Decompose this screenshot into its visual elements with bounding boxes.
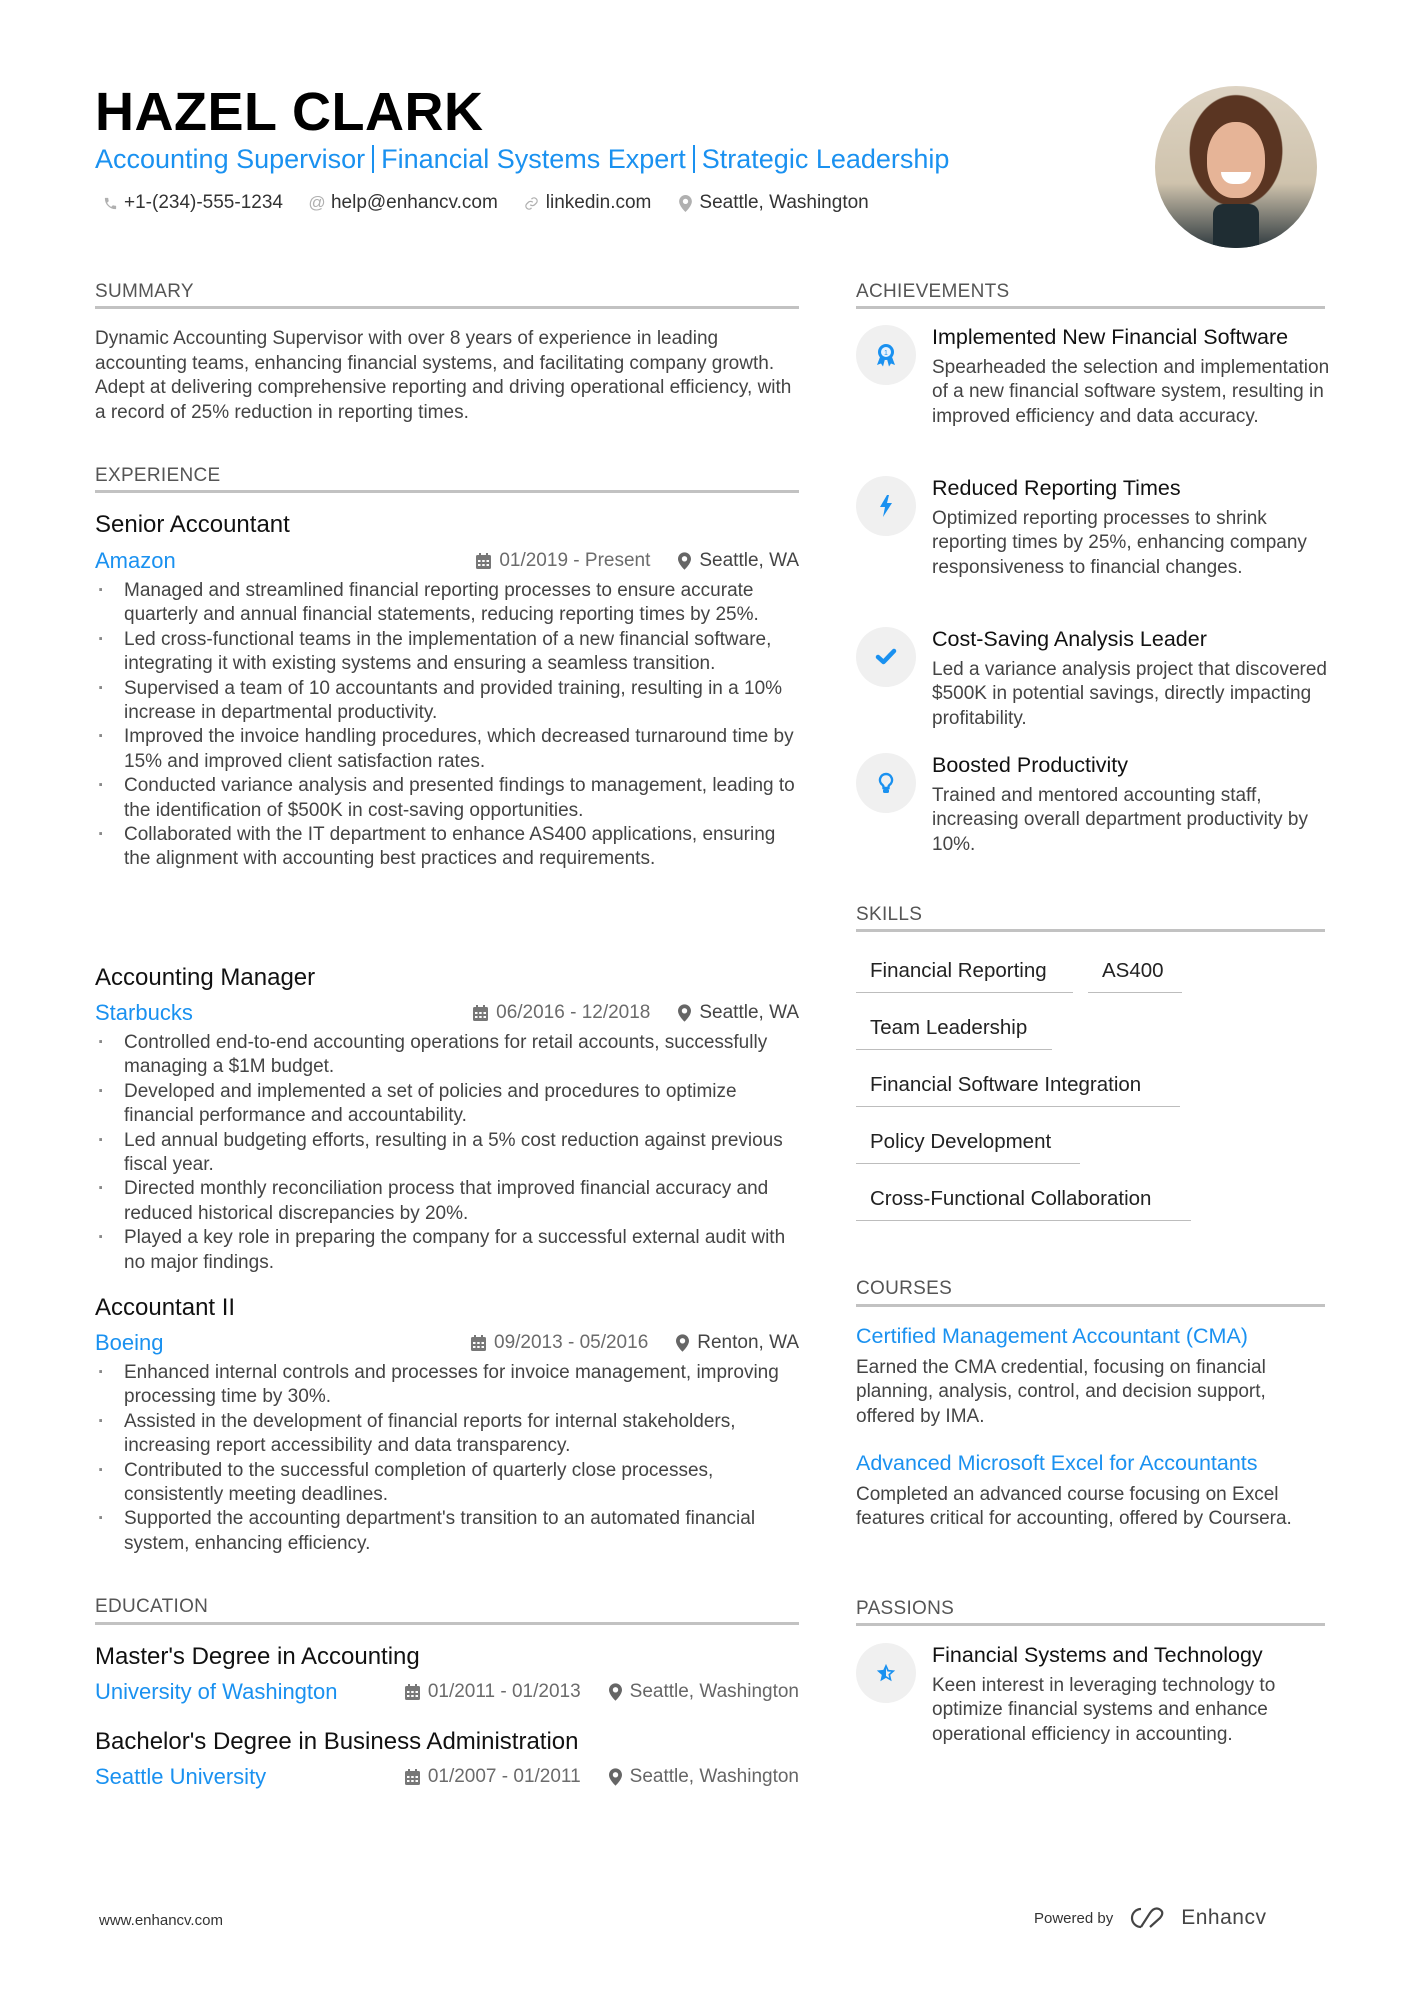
calendar-icon [405, 1684, 420, 1700]
education-meta [405, 1763, 799, 1791]
title-part: Strategic Leadership [701, 144, 950, 174]
job-bullets [95, 579, 799, 872]
location-text: Seattle, WA [699, 550, 799, 571]
map-pin-icon [609, 1768, 622, 1786]
bullet-item: · Assisted in the development of financial reports for internal stakeholders, increasing report accessibility and data transparency. [95, 1410, 799, 1459]
date-text: 01/2019 - Present [499, 550, 651, 571]
section-divider [95, 490, 799, 493]
contact-link[interactable] [524, 190, 652, 216]
education-location [609, 1763, 799, 1791]
passion-icon-circle [856, 1643, 916, 1703]
achievement-description: Spearheaded the selection and implementation of a new financial software system, resulting in improved efficiency and data accuracy. [932, 357, 1330, 427]
checkmark-icon [875, 648, 897, 666]
title-part: Accounting Supervisor [95, 144, 366, 174]
contact-phone[interactable] [102, 190, 283, 216]
passion-description: Keen interest in leveraging technology to optimize financial systems and enhance operational efficiency in accounting. [932, 1675, 1276, 1745]
calendar-icon [473, 1005, 488, 1021]
map-pin-icon [678, 1004, 691, 1022]
photo-face [1207, 122, 1265, 198]
job-title: Senior Accountant [95, 511, 290, 538]
bullet-item: · Collaborated with the IT department to enhance AS400 applications, ensuring the alignment with accounting best practices and requirements. [95, 823, 799, 872]
company-name[interactable]: Amazon [95, 548, 176, 573]
lightning-bolt-icon [879, 495, 893, 517]
photo-shirt [1213, 204, 1259, 248]
achievement-title: Cost-Saving Analysis Leader [932, 627, 1207, 651]
job-location [676, 1329, 799, 1357]
calendar-icon [405, 1769, 420, 1785]
achievement-icon-circle [856, 753, 916, 813]
brand-name: Enhancv [1181, 1906, 1267, 1929]
education-dates [405, 1763, 581, 1791]
section-divider [95, 1622, 799, 1625]
achievement-description: Led a variance analysis project that discovered $500K in potential savings, directly impacting profitability. [932, 659, 1328, 729]
bullet-item: · Controlled end-to-end accounting operations for retail accounts, successfully managing a $1M budget. [95, 1031, 799, 1080]
award-ribbon-icon [876, 343, 896, 367]
at-icon: @ [308, 193, 326, 212]
location-value: Seattle, Washington [699, 192, 869, 213]
bullet-item: · Managed and streamlined financial reporting processes to ensure accurate quarterly and annual financial statements, reducing reporting times by 25%. [95, 579, 799, 628]
skill-tag: Team Leadership [856, 1014, 1052, 1050]
powered-by-label: Powered by [1034, 1909, 1114, 1927]
course-description: Earned the CMA credential, focusing on financial planning, analysis, control, and decision support, offered by IMA. [856, 1357, 1266, 1427]
section-divider [856, 306, 1325, 309]
bullet-item: · Developed and implemented a set of policies and procedures to optimize financial performance and accountability. [95, 1080, 799, 1129]
course-title[interactable]: Advanced Microsoft Excel for Accountants [856, 1451, 1258, 1475]
bullet-item: · Led annual budgeting efforts, resulting in a 5% cost reduction against previous fiscal year. [95, 1129, 799, 1178]
section-header-summary: SUMMARY [95, 281, 194, 302]
achievement-title: Implemented New Financial Software [932, 325, 1289, 349]
skill-tag: AS400 [1088, 957, 1182, 993]
bullet-item: · Enhanced internal controls and processes for invoice management, improving processing time by 30%. [95, 1361, 799, 1410]
section-divider [856, 1623, 1325, 1626]
skill-tag: Policy Development [856, 1128, 1080, 1164]
email-value: help@enhancv.com [330, 192, 498, 213]
location-text: Seattle, WA [699, 1002, 799, 1023]
job-meta-row [95, 547, 799, 575]
star-icon [875, 1662, 897, 1684]
job-dates [473, 999, 650, 1027]
job-bullets [95, 1361, 799, 1556]
course-title[interactable]: Certified Management Accountant (CMA) [856, 1324, 1248, 1348]
bullet-item: · Supported the accounting department's transition to an automated financial system, enhancing efficiency. [95, 1507, 799, 1556]
calendar-icon [476, 553, 491, 569]
section-header-experience: EXPERIENCE [95, 465, 221, 486]
job-title: Accountant II [95, 1294, 236, 1321]
bullet-item: · Led cross-functional teams in the implementation of a new financial software, integrating it with existing systems and ensuring a seamless transition. [95, 628, 799, 677]
location-text: Seattle, Washington [629, 1681, 799, 1702]
school-name[interactable]: Seattle University [95, 1764, 267, 1789]
bullet-item: · Supervised a team of 10 accountants and provided training, resulting in a 10% increase in departmental productivity. [95, 677, 799, 726]
achievement-title: Boosted Productivity [932, 753, 1128, 777]
job-location [678, 547, 799, 575]
section-divider [856, 1304, 1325, 1307]
section-divider [95, 306, 799, 309]
title-part: Financial Systems Expert [381, 144, 686, 174]
degree-title: Bachelor's Degree in Business Administration [95, 1728, 579, 1755]
school-name[interactable]: University of Washington [95, 1679, 338, 1704]
bullet-item: · Improved the invoice handling procedures, which decreased turnaround time by 15% and improved client satisfaction rates. [95, 725, 799, 774]
section-header-education: EDUCATION [95, 1596, 209, 1617]
footer-website[interactable]: www.enhancv.com [99, 1912, 223, 1929]
section-header-skills: SKILLS [856, 904, 923, 925]
education-meta-row [95, 1678, 799, 1706]
section-header-passions: PASSIONS [856, 1598, 955, 1619]
link-icon [524, 196, 540, 211]
job-title: Accounting Manager [95, 964, 316, 991]
job-dates [476, 547, 650, 575]
job-meta-row [95, 1329, 799, 1357]
map-pin-icon [678, 552, 691, 570]
section-header-courses: COURSES [856, 1278, 953, 1299]
calendar-icon [471, 1335, 486, 1351]
company-name[interactable]: Boeing [95, 1330, 164, 1355]
map-pin-icon [677, 195, 693, 212]
date-text: 01/2007 - 01/2011 [427, 1766, 581, 1787]
education-dates [405, 1678, 581, 1706]
bullet-item: · Contributed to the successful completion of quarterly close processes, consistently meeting deadlines. [95, 1459, 799, 1508]
bullet-item: · Directed monthly reconciliation process that improved financial accuracy and reduced historical discrepancies by 20%. [95, 1177, 799, 1226]
contact-location [677, 190, 868, 216]
achievement-description: Optimized reporting processes to shrink reporting times by 25%, enhancing company responsiveness to financial changes. [932, 508, 1307, 578]
achievement-icon-circle [856, 476, 916, 536]
contact-email[interactable] [309, 190, 498, 216]
skill-tag: Financial Software Integration [856, 1071, 1180, 1107]
svg-text:1: 1 [884, 350, 888, 357]
skill-tag: Cross-Functional Collaboration [856, 1185, 1191, 1221]
lightbulb-icon [878, 772, 894, 794]
phone-value: +1-(234)-555-1234 [124, 192, 283, 213]
link-value: linkedin.com [545, 192, 652, 213]
achievement-title: Reduced Reporting Times [932, 476, 1181, 500]
map-pin-icon [676, 1334, 689, 1352]
skill-tag: Financial Reporting [856, 957, 1073, 993]
location-text: Renton, WA [697, 1332, 799, 1353]
summary-text: Dynamic Accounting Supervisor with over 8 years of experience in leading accounting teams, enhancing financial systems, and facilitating company growth. Adept at delivering comprehensive reporting and driving operational efficiency, with a record of 25% reduction in reporting times. [95, 328, 792, 423]
job-meta [473, 999, 799, 1027]
section-header-achievements: ACHIEVEMENTS [856, 281, 1010, 302]
course-description: Completed an advanced course focusing on Excel features critical for accounting, offered by Coursera. [856, 1484, 1292, 1530]
bullet-item: · Conducted variance analysis and presented findings to management, leading to the identification of $500K in cost-saving opportunities. [95, 774, 799, 823]
achievement-icon-circle [856, 325, 916, 385]
achievement-icon-circle [856, 627, 916, 687]
map-pin-icon [609, 1683, 622, 1701]
footer-powered-by[interactable] [1034, 1905, 1266, 1931]
enhancv-logo-icon [1127, 1905, 1173, 1931]
job-meta-row [95, 999, 799, 1027]
title-separator [372, 145, 374, 173]
contact-row [102, 190, 869, 216]
job-location [678, 999, 799, 1027]
phone-icon [102, 196, 118, 211]
location-text: Seattle, Washington [629, 1766, 799, 1787]
date-text: 09/2013 - 05/2016 [494, 1332, 649, 1353]
job-bullets [95, 1031, 799, 1275]
brand-logo [1127, 1905, 1266, 1931]
job-dates [471, 1329, 648, 1357]
title-separator [693, 145, 695, 173]
job-meta [471, 1329, 799, 1357]
passion-title: Financial Systems and Technology [932, 1643, 1263, 1667]
section-divider [856, 929, 1325, 932]
date-text: 06/2016 - 12/2018 [496, 1002, 651, 1023]
education-location [609, 1678, 799, 1706]
job-meta [476, 547, 799, 575]
degree-title: Master's Degree in Accounting [95, 1643, 420, 1670]
bullet-item: · Played a key role in preparing the company for a successful external audit with no major findings. [95, 1226, 799, 1275]
education-meta-row [95, 1763, 799, 1791]
achievement-description: Trained and mentored accounting staff, increasing overall department productivity by 10%. [932, 785, 1308, 855]
date-text: 01/2011 - 01/2013 [427, 1681, 581, 1702]
candidate-name: HAZEL CLARK [95, 82, 484, 142]
profile-photo [1155, 86, 1317, 248]
candidate-title [95, 142, 949, 176]
education-meta [405, 1678, 799, 1706]
company-name[interactable]: Starbucks [95, 1000, 193, 1025]
